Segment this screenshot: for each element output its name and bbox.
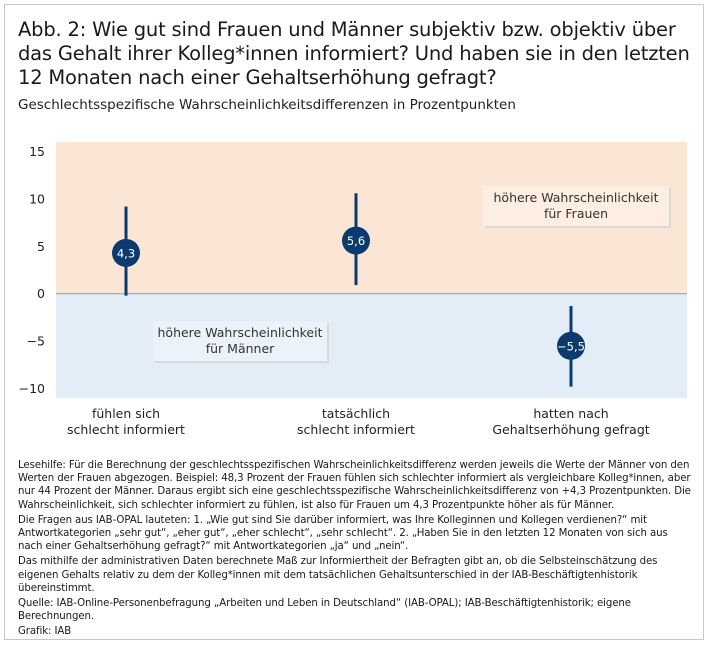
x-category-label: schlecht informiert — [67, 422, 185, 437]
x-category-label: schlecht informiert — [297, 422, 415, 437]
region-label-text: für Männer — [205, 341, 275, 356]
figure-title: Abb. 2: Wie gut sind Frauen und Männer subjektiv bzw. objektiv über das Gehalt ihrer Kolleg*innen informiert? Und haben sie in den letzten 12 Monaten nach einer Gehaltserhöhung gefragt? — [18, 18, 690, 89]
notes — [18, 459, 694, 641]
x-category-label: fühlen sich — [91, 406, 161, 421]
y-axis — [19, 144, 45, 396]
x-category-label: tatsächlich — [321, 406, 391, 421]
y-tick-label: 15 — [29, 143, 45, 159]
point-value-label: 4,3 — [116, 246, 136, 261]
region-label-text: für Frauen — [543, 206, 609, 221]
note-graphic: Grafik: IAB — [18, 626, 72, 638]
x-axis — [67, 406, 650, 437]
point-value-label: 5,6 — [346, 234, 366, 249]
negative-region — [56, 294, 687, 398]
region-label-women — [483, 186, 671, 228]
note-reading-aid: Lesehilfe: Für die Berechnung der geschlechtsspezifischen Wahrscheinlichkeitsdifferenz werden jeweils die Werte der Männer von den Werten der Frauen abgezogen. Beispiel: 48,3 Prozent der Frauen fühlen sich schlechter informiert als vergleichbare Kolleg*innen, aber nur 44 Prozent der Männer. Daraus ergibt sich eine geschlechtsspezifische Wahrscheinlichkeitsdifferenz von +4,3 Prozentpunkten. Die Wahrscheinlichkeit, sich schlechter informiert zu fühlen, ist also für Frauen um 4,3 Prozentpunkte höher als für Männer. — [18, 460, 691, 511]
y-tick-label: 5 — [37, 238, 45, 254]
y-tick-label: 10 — [29, 191, 45, 207]
note-questions: Die Fragen aus IAB-OPAL lauteten: 1. „Wie gut sind Sie darüber informiert, was Ihre Kolleginnen und Kollegen verdienen?“ mit Antwortkategorien „sehr gut“, „eher gut“, „eher schlecht“, „sehr schlecht“. 2. „Haben Sie in den letzten 12 Monaten von sich aus nach einer Gehaltserhöhung gefragt?“ mit Antwortkategorien „ja“ und „nein“. — [18, 514, 668, 553]
region-label-men — [153, 321, 329, 363]
x-category-label: hatten nach — [533, 406, 609, 421]
region-label-text: höhere Wahrscheinlichkeit — [157, 325, 323, 340]
y-tick-label: −5 — [26, 333, 45, 349]
point-value-label: −5,5 — [557, 339, 585, 354]
region-label-text: höhere Wahrscheinlichkeit — [493, 190, 659, 205]
x-category-label: Gehaltserhöhung gefragt — [492, 422, 650, 437]
y-tick-label: 0 — [37, 286, 45, 302]
y-tick-label: −10 — [18, 381, 45, 397]
note-measure: Das mithilfe der administrativen Daten berechnete Maß zur Informiertheit der Befragten gibt an, ob die Selbsteinschätzung des eigenen Gehalts relativ zu dem der Kolleg*innen mit dem tatsächlichen Gehaltsunterschied in der IAB-Beschäftigtenhistorik übereinstimmt. — [18, 556, 658, 594]
figure-subtitle: Geschlechtsspezifische Wahrscheinlichkeitsdifferenzen in Prozentpunkten — [18, 97, 516, 113]
note-source: Quelle: IAB-Online-Personenbefragung „Arbeiten und Leben in Deutschland“ (IAB-OPAL); IAB-Beschäftigtenhistorik; eigene Berechnungen. — [18, 598, 631, 623]
